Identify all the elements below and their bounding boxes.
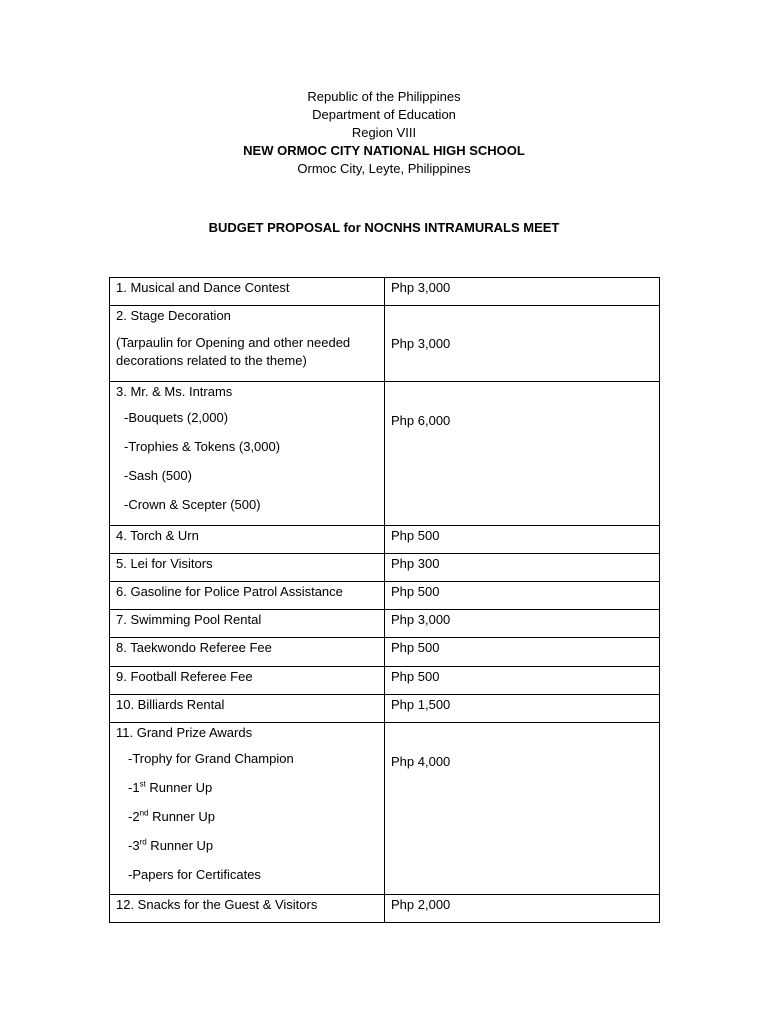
- amount-cell: Php 2,000: [385, 895, 660, 923]
- item-cell: 12. Snacks for the Guest & Visitors: [110, 895, 385, 923]
- amount-cell: Php 4,000: [385, 723, 660, 895]
- amount-cell: Php 3,000: [385, 610, 660, 638]
- item-cell: 9. Football Referee Fee: [110, 667, 385, 695]
- item-cell: 1. Musical and Dance Contest: [110, 278, 385, 306]
- table-row: [110, 667, 660, 695]
- table-row: [110, 526, 660, 554]
- amount-cell: Php 500: [385, 667, 660, 695]
- table-row: [110, 306, 660, 382]
- item-cell: 3. Mr. & Ms. Intrams -Bouquets (2,000) -Trophies & Tokens (3,000) -Sash (500) -Crown & Scepter (500): [110, 382, 385, 526]
- table-row: [110, 638, 660, 667]
- document-title: BUDGET PROPOSAL for NOCNHS INTRAMURALS MEET: [208, 220, 560, 235]
- table-row: [110, 695, 660, 723]
- table-row: [110, 554, 660, 582]
- amount-cell: Php 3,000: [385, 306, 660, 382]
- header-region: Region VIII: [351, 125, 417, 140]
- budget-table: [109, 277, 660, 923]
- item-cell: 6. Gasoline for Police Patrol Assistance: [110, 582, 385, 610]
- item-cell: 2. Stage Decoration (Tarpaulin for Opening and other needed decorations related to the theme): [110, 306, 385, 382]
- first-runner-up: -1st Runner Up: [128, 779, 213, 795]
- amount-cell: Php 1,500: [385, 695, 660, 723]
- amount-cell: Php 300: [385, 554, 660, 582]
- header-department: Department of Education: [312, 107, 456, 122]
- table-row: [110, 723, 660, 895]
- amount-cell: Php 500: [385, 638, 660, 667]
- table-row: [110, 895, 660, 923]
- item-cell: 5. Lei for Visitors: [110, 554, 385, 582]
- table-row: [110, 382, 660, 526]
- table-row: [110, 582, 660, 610]
- item-note: (Tarpaulin for Opening and other needed decorations related to the theme): [116, 335, 351, 368]
- second-runner-up: -2nd Runner Up: [128, 808, 215, 824]
- item-cell: 4. Torch & Urn: [110, 526, 385, 554]
- table-row: [110, 278, 660, 306]
- item-cell: 7. Swimming Pool Rental: [110, 610, 385, 638]
- header-school-name: NEW ORMOC CITY NATIONAL HIGH SCHOOL: [243, 143, 525, 158]
- item-cell: 8. Taekwondo Referee Fee: [110, 638, 385, 667]
- header-location: Ormoc City, Leyte, Philippines: [297, 161, 471, 176]
- amount-cell: Php 3,000: [385, 278, 660, 306]
- header-republic: Republic of the Philippines: [307, 89, 461, 104]
- item-cell: 11. Grand Prize Awards -Trophy for Grand Champion -1st Runner Up -2nd Runner Up -3rd Runner Up -Papers for Certificates: [110, 723, 385, 895]
- amount-cell: Php 500: [385, 582, 660, 610]
- item-cell: 10. Billiards Rental: [110, 695, 385, 723]
- document-header: [0, 88, 768, 178]
- table-row: [110, 610, 660, 638]
- amount-cell: Php 6,000: [385, 382, 660, 526]
- amount-cell: Php 500: [385, 526, 660, 554]
- third-runner-up: -3rd Runner Up: [128, 837, 214, 853]
